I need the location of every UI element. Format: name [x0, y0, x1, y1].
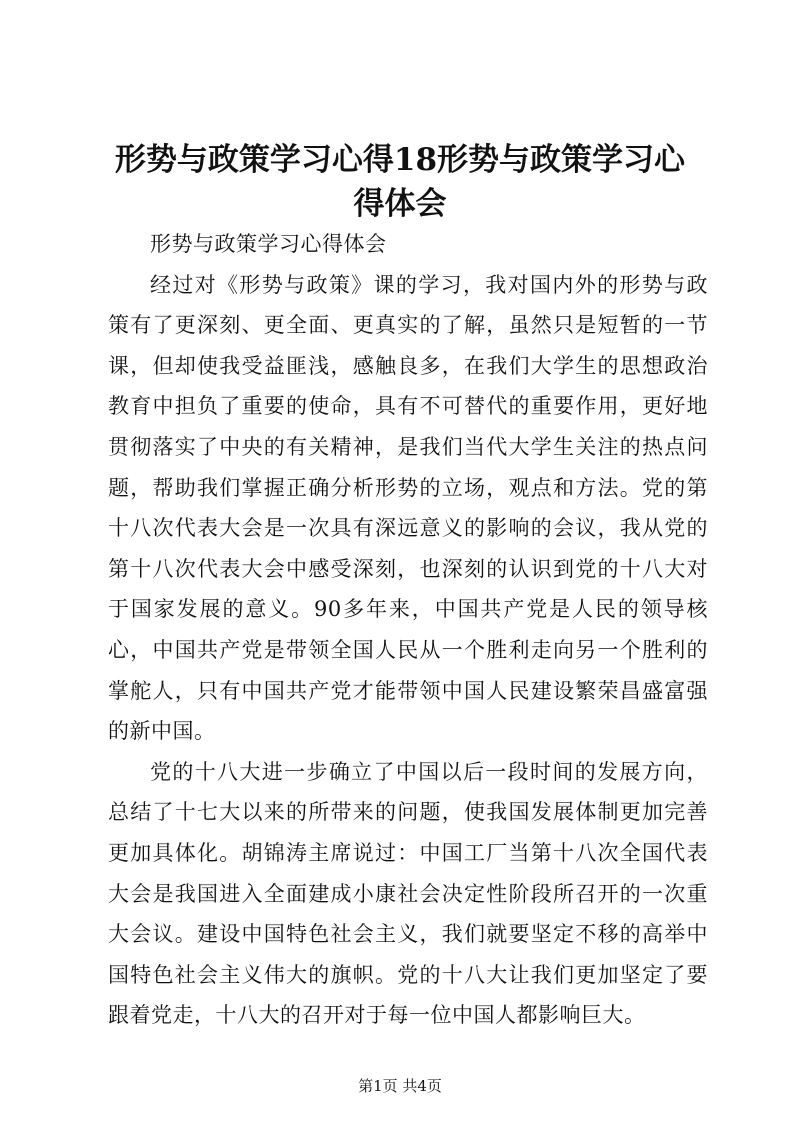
page-number-footer: 第1页 共4页 [358, 1077, 442, 1095]
document-title: 形势与政策学习心得18形势与政策学习心得体会 [114, 142, 686, 222]
body-paragraph-2: 党的十八大进一步确立了中国以后一段时间的发展方向，总结了十七大以来的所带来的问题，使我国发展体制更加完善更加具体化。胡锦涛主席说过：中国工厂当第十八次全国代表大会是我国进入全面建成小康社会决定性阶段所召开的一次重大会议。建设中国特色社会主义，我们就要坚定不移的高举中国特色社会主义伟大的旗帜。党的十八大让我们更加坚定了要跟着党走，十八大的召开对于每一位中国人都影响巨大。 [108, 759, 708, 1028]
body-paragraph-1: 经过对《形势与政策》课的学习，我对国内外的形势与政策有了更深刻、更全面、更真实的了解，虽然只是短暂的一节课，但却使我受益匪浅，感触良多，在我们大学生的思想政治教育中担负了重要的使命，具有不可替代的重要作用，更好地贯彻落实了中央的有关精神，是我们当代大学生关注的热点问题，帮助我们掌握正确分析形势的立场，观点和方法。党的第十八次代表大会是一次具有深远意义的影响的会议，我从党的第十八次代表大会中感受深刻，也深刻的认识到党的十八大对于国家发展的意义。90多年来，中国共产党是人民的领导核心，中国共产党是带领全国人民从一个胜利走向另一个胜利的掌舵人，只有中国共产党才能带领中国人民建设繁荣昌盛富强的新中国。 [108, 272, 708, 744]
document-body [108, 224, 708, 1036]
subtitle-paragraph: 形势与政策学习心得体会 [150, 232, 387, 256]
